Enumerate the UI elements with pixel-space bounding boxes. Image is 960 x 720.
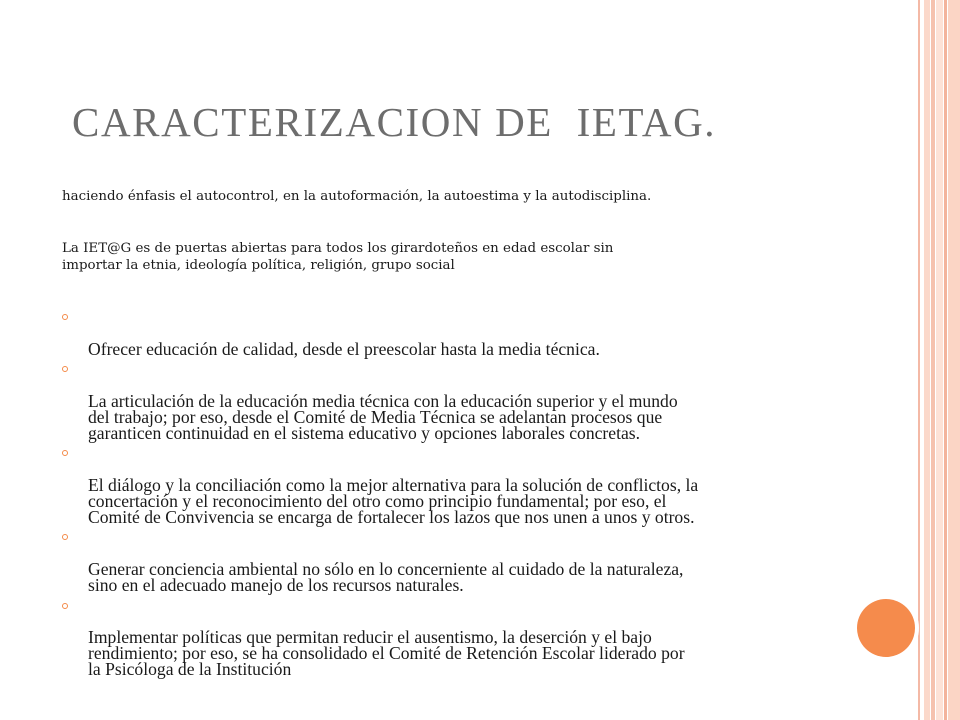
intro-text: haciendo énfasis el autocontrol, en la autoformación, la autoestima y la autodisciplina. [62, 189, 652, 204]
decorative-frame-line [918, 0, 920, 720]
decorative-border-band [924, 0, 930, 720]
bullet-text: Ofrecer educación de calidad, desde el preescolar hasta la media técnica. [88, 338, 600, 359]
bullet-item [62, 362, 832, 441]
bullet-circle-icon [62, 534, 68, 540]
bullet-text: Generar conciencia ambiental no sólo en lo concerniente al cuidado de la naturaleza, sino en el adecuado manejo de los recursos naturales. [88, 558, 684, 595]
description-paragraph: La IET@G es de puertas abiertas para todos los girardoteños en edad escolar sin importar la etnia, ideología política, religión, grupo social [62, 241, 614, 273]
bullet-text: El diálogo y la conciliación como la mejor alternativa para la solución de conflictos, la concertación y el reconocimiento del otro como principio fundamental; por eso, el Comité de Convivencia se encarga de fortalecer los lazos que nos unen a unos y otros. [88, 474, 699, 527]
bullet-item [62, 446, 832, 525]
bullet-item [62, 530, 832, 593]
bullet-circle-icon [62, 450, 68, 456]
bullet-item [62, 599, 832, 678]
bullet-circle-icon [62, 366, 68, 372]
decorative-border-band [944, 0, 947, 720]
decorative-border-band [936, 0, 943, 720]
decorative-orange-circle [857, 599, 915, 657]
bullet-item [62, 310, 832, 357]
bullet-text: La articulación de la educación media técnica con la educación superior y el mundo del trabajo; por eso, desde el Comité de Media Técnica se adelantan procesos que garanticen continuidad en el sistema educativo y opciones laborales concretas. [88, 390, 678, 443]
bullet-list [62, 310, 832, 683]
decorative-border-band [948, 0, 960, 720]
slide-title: CARACTERIZACION DE IETAG. [72, 99, 717, 145]
decorative-border-band [931, 0, 935, 720]
bullet-circle-icon [62, 314, 68, 320]
bullet-text: Implementar políticas que permitan reducir el ausentismo, la deserción y el bajo rendimiento; por eso, se ha consolidado el Comité de Retención Escolar liderado por la Psicóloga de la Institución [88, 627, 685, 679]
bullet-circle-icon [62, 603, 68, 609]
